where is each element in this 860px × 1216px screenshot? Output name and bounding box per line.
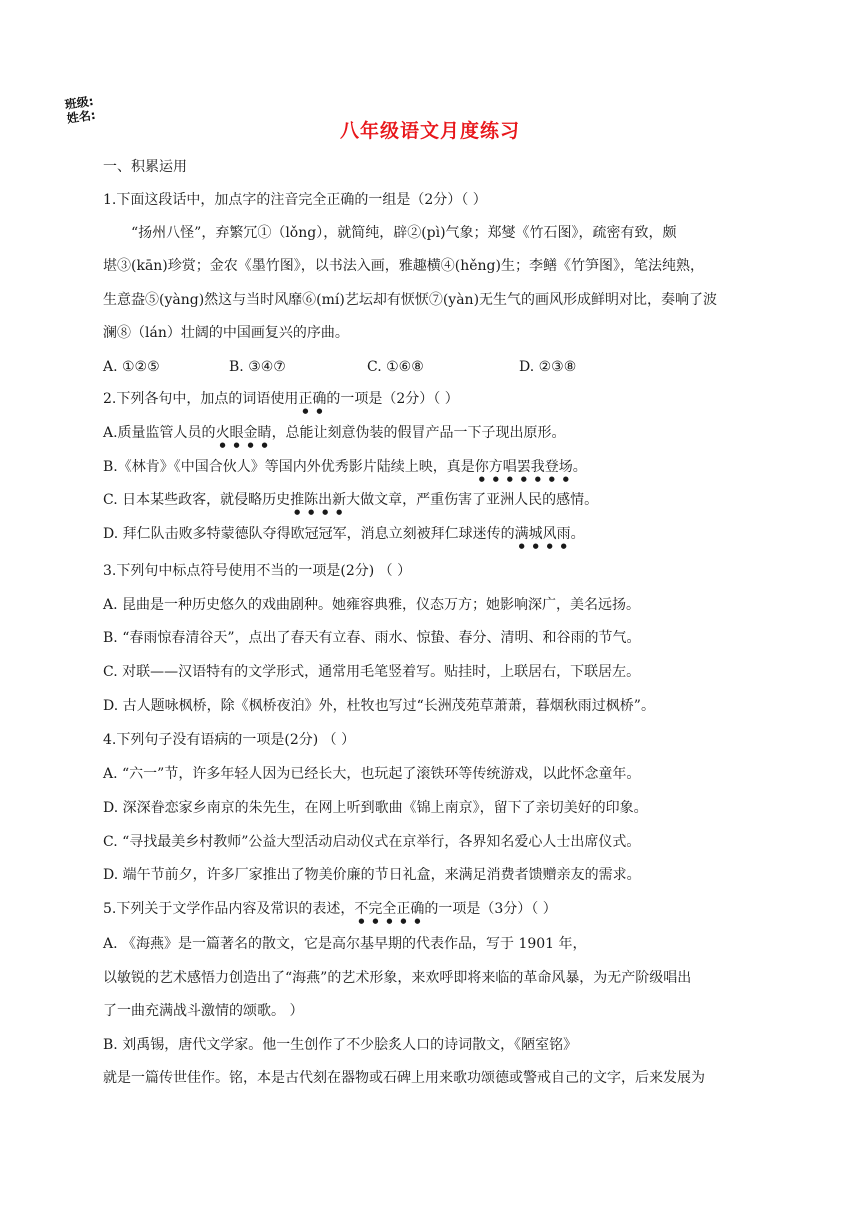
emphasized-word: 满城风雨 <box>514 526 571 542</box>
q3-item: D. 古人题咏枫桥，除《枫桥夜泊》外，杜牧也写过“长洲茂苑草萧萧，暮烟秋雨过枫桥”。 <box>103 698 655 714</box>
q2-item: B.《林肯》《中国合伙人》等国内外优秀影片陆续上映，真是你方唱罢我登场。 <box>103 459 587 475</box>
q4-item: D. 端午节前夕，许多厂家推出了物美价廉的节日礼盒，来满足消费者馈赠亲友的需求。 <box>103 867 641 883</box>
q2-stem: 2.下列各句中，加点的词语使用正确的一项是（2分）（ ） <box>103 391 459 407</box>
q5-line: B. 刘禹锡，唐代文学家。他一生创作了不少脍炙人口的诗词散文，《陋室铭》 <box>103 1037 578 1053</box>
q1-stem: 1.下面这段话中，加点字的注音完全正确的一组是（2分）（ ） <box>103 192 487 208</box>
q5-line: 以敏锐的艺术感悟力创造出了“海燕”的艺术形象，来欢呼即将来临的革命风暴，为无产阶级唱出 <box>103 970 692 986</box>
option-c: C. ①⑥⑧ <box>367 359 424 375</box>
q4-stem: 4.下列句子没有语病的一项是(2分) （ ） <box>103 732 356 748</box>
q1-passage-line: 堪③(kān)珍赏；金农《墨竹图》，以书法入画，雅趣横④(hěng)生；李鳝《竹笋图》，笔法纯熟， <box>103 258 704 274</box>
q3-item: A. 昆曲是一种历史悠久的戏曲剧种。她雍容典雅，仪态万方；她影响深广，美名远扬。 <box>103 597 641 613</box>
section-heading: 一、积累运用 <box>103 159 187 175</box>
emphasized-word: 推陈出新 <box>290 492 347 508</box>
option-b: B. ③④⑦ <box>229 359 286 375</box>
q3-stem: 3.下列句中标点符号使用不当的一项是(2分) （ ） <box>103 563 412 579</box>
q4-item: A. “六一”节，许多年轻人因为已经长大，也玩起了滚铁环等传统游戏，以此怀念童年。 <box>103 766 641 782</box>
q3-item: B. “春雨惊春清谷天”，点出了春天有立春、雨水、惊蛰、春分、清明、和谷雨的节气。 <box>103 630 641 646</box>
q5-stem: 5.下列关于文学作品内容及常识的表述，不完全正确的一项是（3分）（ ） <box>103 901 557 917</box>
q1-passage-line: “扬州八怪”，弃繁冗①（lǒng），就简纯，辟②(pì)气象；郑燮《竹石图》，疏密有致，颇 <box>131 225 677 241</box>
q1-passage-line: 澜⑧（lán）壮阔的中国画复兴的序曲。 <box>103 325 349 341</box>
q5-line: A. 《海燕》是一篇著名的散文，它是高尔基早期的代表作品，写于 1901 年， <box>103 936 587 952</box>
option-a: A. ①②⑤ <box>103 359 160 375</box>
emphasized-word: 不完全正确 <box>354 901 425 917</box>
q2-item: D. 拜仁队击败多特蒙德队夺得欧冠冠军，消息立刻被拜仁球迷传的满城风雨。 <box>103 526 585 542</box>
q3-item: C. 对联——汉语特有的文学形式，通常用毛笔竖着写。贴挂时，上联居右，下联居左。 <box>103 664 641 680</box>
q1-passage-line: 生意盎⑤(yàng)然这与当时风靡⑥(mí)艺坛却有恹恹⑦(yàn)无生气的画风形成鲜明对比，奏响了波 <box>103 292 718 308</box>
q5-line: 了一曲充满战斗激情的颂歌。 ） <box>103 1003 304 1019</box>
q2-item: A.质量监管人员的火眼金睛，总能让刻意伪装的假冒产品一下子现出原形。 <box>103 425 566 441</box>
emphasized-word: 火眼金睛 <box>215 425 272 441</box>
name-label: 姓名: <box>65 107 97 126</box>
q4-item: C. “寻找最美乡村教师”公益大型活动启动仪式在京举行，各界知名爱心人士出席仪式。 <box>103 834 641 850</box>
q5-line: 就是一篇传世佳作。铭，本是古代刻在器物或石碑上用来歌功颂德或警戒自己的文字，后来发展为 <box>103 1070 705 1086</box>
q2-item: C. 日本某些政客，就侵略历史推陈出新大做文章，严重伤害了亚洲人民的感情。 <box>103 492 599 508</box>
emphasized-word: 正确 <box>298 391 327 407</box>
option-d: D. ②③⑧ <box>519 359 577 375</box>
q4-item: D. 深深眷恋家乡南京的朱先生，在网上听到歌曲《锦上南京》，留下了亲切美好的印象。 <box>103 800 648 816</box>
class-label: 班级: <box>64 93 95 112</box>
page-title: 八年级语文月度练习 <box>339 120 520 142</box>
emphasized-word: 你方唱罢我登场 <box>474 459 573 475</box>
